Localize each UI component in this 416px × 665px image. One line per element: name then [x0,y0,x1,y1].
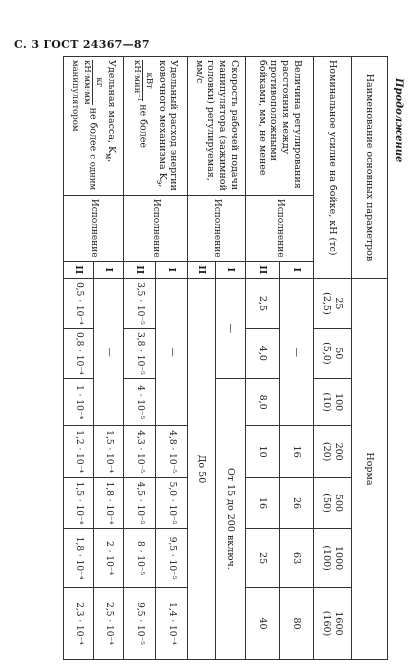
row5-exec: Исполнение [64,195,124,261]
exec-index: I [216,261,246,278]
value-cell: 4,0 [246,328,280,378]
page-header: С. 3 ГОСТ 24367—87 [14,38,150,51]
row4-exec: Исполнение [124,195,188,261]
value-cell: 2,5 · 10⁻⁴ [94,587,124,659]
size-cell: 1600 (160) [314,587,352,659]
value-cell: 9,5 · 10⁻⁵ [156,529,188,588]
continuation-label: Продолжение [393,78,404,163]
parameters-table [63,56,388,660]
value-cell: 2,3 · 10⁻⁴ [64,587,94,659]
exec-index: I [280,261,314,278]
size-cell: 50 (5,0) [314,328,352,378]
exec-index: II [64,261,94,278]
value-cell: 1,5 · 10⁻⁴ [94,426,124,477]
row2-label: Величина регулирования расстояния между противоположными бойками, мм, не менее [246,57,314,196]
value-cell: — [156,278,188,425]
exec-index: II [188,261,216,278]
value-cell: 10 [246,426,280,477]
unit-fraction: кг кН·мм·мм [82,60,104,105]
value-cell: 1,5 · 10⁻⁴ [64,477,94,528]
value-cell: 3,8 · 10⁻⁵ [124,328,156,378]
exec-index: II [246,261,280,278]
value-cell: 9,5 · 10⁻⁵ [124,587,156,659]
header-row [352,57,388,660]
value-cell: — [94,278,124,425]
row5-label: Удельная масса, $K_м$, кг кН·мм·мм не более с одним манипулятором [64,57,124,196]
size-cell: 500 (50) [314,477,352,528]
value-cell: 80 [280,587,314,659]
value-cell: 16 [280,426,314,477]
value-cell: 16 [246,477,280,528]
value-cell: 4,5 · 10⁻⁵ [124,477,156,528]
value-cell: До 50 [188,278,216,659]
size-cell: 100 (10) [314,378,352,426]
value-cell: 0,5 · 10⁻⁴ [64,278,94,328]
value-cell: 1,2 · 10⁻⁴ [64,426,94,477]
size-cell: 200 (20) [314,426,352,477]
row2-exec: Исполнение [246,195,314,261]
unit-fraction: кВт кН·мин⁻¹ [132,60,154,102]
exec-index: II [124,261,156,278]
row4-label: Удельный расход энергии ковочного механизма $K_э$, кВт кН·мин⁻¹ не более [124,57,188,196]
value-cell: 1,8 · 10⁻⁴ [94,477,124,528]
row1-label: Номинальное усилие на бойке, кН (тс) [314,57,352,279]
norm-column-header: Норма [352,278,388,659]
exec-index: I [94,261,124,278]
row3-label: Скорость рабочей подачи манипулятора (зажимной головки) регулируемая, мм/с [188,57,246,196]
value-cell: 40 [246,587,280,659]
value-cell: 25 [246,529,280,588]
value-cell: 63 [280,529,314,588]
size-cell: 25 (2,5) [314,278,352,328]
row-adjustment-I [280,57,314,660]
value-cell: — [280,278,314,425]
value-cell: 4,3 · 10⁻⁵ [124,426,156,477]
value-cell: От 15 до 200 включ. [216,378,246,659]
value-cell: 8 · 10⁻⁵ [124,529,156,588]
value-cell: 1 · 10⁻⁴ [64,378,94,426]
value-cell: 8,0 [246,378,280,426]
value-cell: 4 · 10⁻⁵ [124,378,156,426]
row-mass-I [94,57,124,660]
value-cell: 2,5 [246,278,280,328]
value-cell: 1,4 · 10⁻⁴ [156,587,188,659]
param-column-header: Наименование основных параметров [352,57,388,279]
exec-index: I [156,261,188,278]
value-cell: 3,5 · 10⁻⁵ [124,278,156,328]
value-cell: 26 [280,477,314,528]
row-feed-speed-I [216,57,246,660]
size-cell: 1000 (100) [314,529,352,588]
parameters-table-rotated [12,56,388,660]
value-cell: 2 · 10⁻⁴ [94,529,124,588]
row3-exec: Исполнение [188,195,246,261]
value-cell: — [216,278,246,378]
row-energy-I [156,57,188,660]
value-cell: 0,8 · 10⁻⁴ [64,328,94,378]
value-cell: 1,8 · 10⁻⁴ [64,529,94,588]
row-nominal-force [314,57,352,660]
value-cell: 5,0 · 10⁻⁵ [156,477,188,528]
value-cell: 4,8 · 10⁻⁵ [156,426,188,477]
